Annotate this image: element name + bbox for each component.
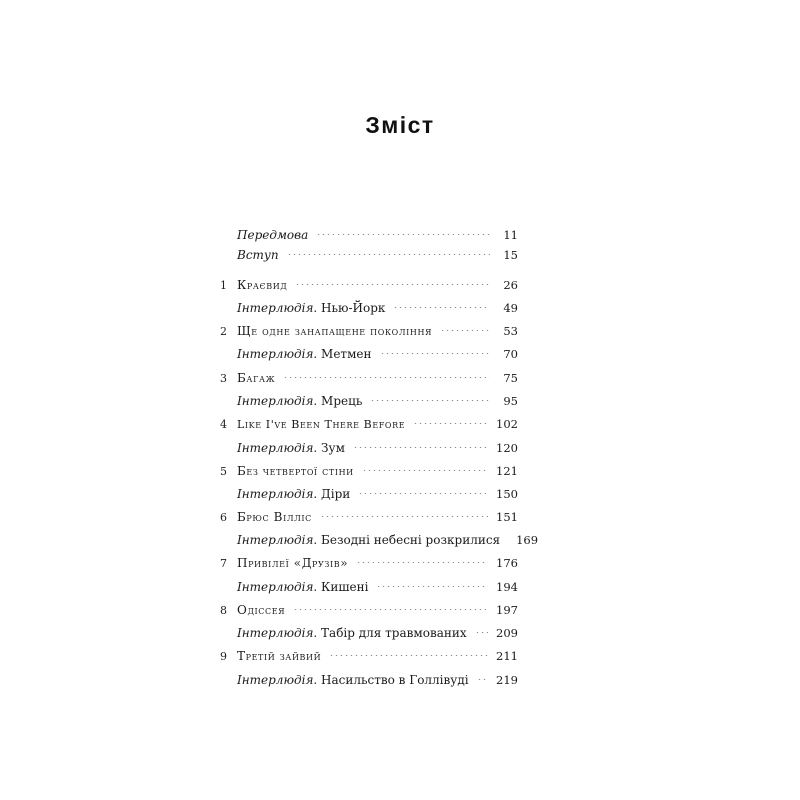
toc-entry[interactable] [220,670,518,690]
page-number: 95 [503,394,518,408]
dot-leader [293,609,488,610]
toc-entry[interactable] [220,414,518,434]
entry-title: Привілеї «Друзів» [237,556,349,570]
entry-title: . Насильство в Голлівуді [313,673,469,687]
page-number: 102 [496,417,518,431]
toc-entry[interactable] [220,623,518,643]
dot-leader [295,284,490,285]
entry-prefix: Вступ [237,248,279,262]
dot-leader [283,377,490,378]
toc-entry[interactable] [220,484,518,504]
entry-title: . Кишені [313,580,369,594]
toc-entry[interactable] [220,298,518,318]
entry-prefix: Інтерлюдія [237,533,314,547]
toc-entry[interactable] [220,530,539,550]
entry-prefix: Інтерлюдія [237,673,314,687]
entry-prefix: Інтерлюдія [237,626,314,640]
dot-leader [320,516,488,517]
page-number: 151 [496,510,518,524]
page-number: 70 [503,347,518,361]
entry-title: . Мрець [313,394,363,408]
toc-entry[interactable] [220,225,518,245]
entry-prefix: Інтерлюдія [237,487,314,501]
entry-prefix: Інтерлюдія [237,441,314,455]
dot-leader [380,353,491,354]
entry-title: Like I've Been There Before [237,418,406,431]
page-number: 176 [496,556,518,570]
page-number: 169 [516,533,539,547]
chapter-number: 2 [220,325,227,338]
entry-title: . Безодні небесні розкрилися [313,533,501,547]
chapter-number: 5 [220,465,227,478]
entry-title: Брюс Вілліс [237,510,312,524]
toc-entry[interactable] [220,438,518,458]
dot-leader [356,562,488,563]
toc-entry[interactable] [220,461,518,481]
dot-leader [376,586,488,587]
toc-entry[interactable] [220,600,518,620]
toc-entry[interactable] [220,391,518,411]
toc-entry[interactable] [220,275,518,295]
dot-leader [477,679,488,680]
chapter-number: 7 [220,557,227,570]
chapter-number: 8 [220,604,227,617]
dot-leader [316,234,490,235]
dot-leader [287,254,490,255]
page-number: 121 [496,464,518,478]
dot-leader [440,330,490,331]
toc-entry[interactable] [220,553,518,573]
chapter-number: 9 [220,650,227,663]
page-number: 211 [496,649,518,663]
entry-prefix: Інтерлюдія [237,347,314,361]
toc-entry[interactable] [220,577,518,597]
entry-prefix: Інтерлюдія [237,580,314,594]
page-number: 209 [496,626,518,640]
dot-leader [353,447,488,448]
entry-title: Ще одне занапащене покоління [237,324,433,338]
entry-title: . Метмен [313,347,372,361]
toc-entry[interactable] [220,507,518,527]
dot-leader [362,470,488,471]
toc-entry[interactable] [220,646,518,666]
dot-leader [413,423,488,424]
entry-title: . Табір для травмованих [313,626,467,640]
toc-entry[interactable] [220,245,518,265]
page-number: 26 [503,278,518,292]
entry-title: Без четвертої стіни [237,464,354,478]
entry-title: Краєвид [237,278,288,292]
page-number: 53 [503,324,518,338]
toc-entry[interactable] [220,368,518,388]
chapter-number: 6 [220,511,227,524]
entry-title: Третій зайвий [237,649,322,663]
page-number: 15 [503,248,518,262]
entry-title: . Нью-Йорк [313,301,386,315]
entry-title: Багаж [237,371,276,385]
entry-prefix: Передмова [237,228,309,242]
entry-prefix: Інтерлюдія [237,394,314,408]
chapter-number: 1 [220,279,227,292]
page-number: 150 [496,487,518,501]
page-title: Зміст [365,112,435,138]
page-number: 49 [503,301,518,315]
entry-title: Одіссея [237,603,286,617]
dot-leader [393,307,490,308]
entry-title: . Зум [313,441,345,455]
entry-title: . Діри [313,487,351,501]
chapter-number: 4 [220,418,227,431]
toc-entry[interactable] [220,321,518,341]
page-number: 11 [503,228,518,242]
entry-prefix: Інтерлюдія [237,301,314,315]
page-number: 75 [503,371,518,385]
page-number: 219 [496,673,518,687]
page-number: 194 [496,580,518,594]
dot-leader [358,493,488,494]
toc-entry[interactable] [220,344,518,364]
dot-leader [475,632,488,633]
dot-leader [370,400,490,401]
chapter-number: 3 [220,372,227,385]
dot-leader [329,655,488,656]
page-number: 197 [496,603,518,617]
page-number: 120 [496,441,518,455]
